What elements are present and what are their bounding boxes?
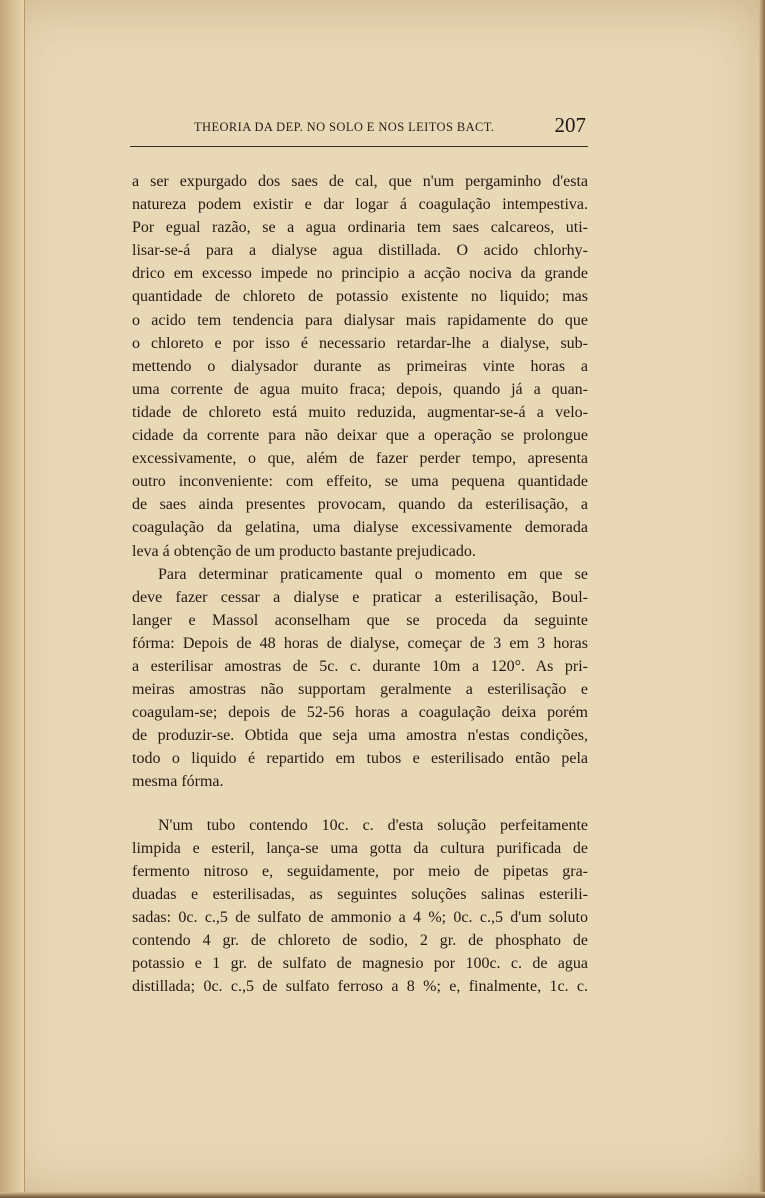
- text-line: limpida e esteril, lança-se uma gotta da cultura purificada de: [132, 839, 588, 857]
- text-line: lisar-se-á para a dialyse agua distillada. O acido chlorhy-: [132, 242, 588, 260]
- text-line: leva á obtenção de um producto bastante prejudicado.: [132, 542, 476, 560]
- text-line: natureza podem existir e dar logar á coagulação intempestiva.: [132, 196, 588, 214]
- page-header: [130, 110, 588, 147]
- page-edge-bottom: [0, 1192, 765, 1198]
- text-line: drico em excesso impede no principio a acção nociva da grande: [132, 265, 588, 283]
- text-line: deve fazer cessar a dialyse e praticar a esterilisação, Boul-: [132, 588, 588, 606]
- text-line: Para determinar praticamente qual o momento em que se: [158, 565, 588, 583]
- text-line: fermento nitroso e, seguidamente, por meio de pipetas gra-: [132, 862, 588, 880]
- page-number: 207: [554, 113, 586, 137]
- paragraph: [132, 814, 588, 999]
- text-line: a ser expurgado dos saes de cal, que n'um pergaminho d'esta: [132, 173, 588, 190]
- text-line: tidade de chloreto está muito reduzida, augmentar-se-á a velo-: [132, 403, 588, 421]
- paragraph: [132, 563, 588, 794]
- text-line: o acido tem tendencia para dialysar mais rapidamente do que: [132, 311, 588, 329]
- text-line: o chloreto e por isso é necessario retardar-lhe a dialyse, sub-: [132, 334, 588, 352]
- paragraph: [132, 170, 588, 563]
- text-line: sadas: 0c. c.,5 de sulfato de ammonio a 4 %; 0c. c.,5 d'um soluto: [132, 908, 588, 926]
- text-line: todo o liquido é repartido em tubos e esterilisado então pela: [132, 750, 588, 768]
- text-line: Por egual razão, se a agua ordinaria tem saes calcareos, uti-: [132, 219, 588, 237]
- text-line: duadas e esterilisadas, as seguintes soluções salinas esterili-: [132, 885, 588, 903]
- text-line: cidade da corrente para não deixar que a operação se prolongue: [132, 427, 588, 445]
- text-line: coagulação da gelatina, uma dialyse excessivamente demorada: [132, 519, 588, 537]
- text-line: distillada; 0c. c.,5 de sulfato ferroso a 8 %; e, finalmente, 1c. c.: [132, 978, 588, 996]
- body-text: [132, 170, 588, 998]
- text-line: potassio e 1 gr. de sulfato de magnesio por 100c. c. de agua: [132, 955, 588, 973]
- text-line: mettendo o dialysador durante as primeiras vinte horas a: [132, 357, 588, 375]
- text-line: fórma: Depois de 48 horas de dialyse, começar de 3 em 3 horas: [132, 634, 588, 652]
- text-line: contendo 4 gr. de chloreto de sodio, 2 gr. de phosphato de: [132, 932, 588, 949]
- text-line: uma corrente de agua muito fraca; depois, quando já a quan-: [132, 380, 588, 398]
- text-line: outro inconveniente: com effeito, se uma pequena quantidade: [132, 473, 588, 491]
- running-head: THEORIA DA DEP. NO SOLO E NOS LEITOS BACT.: [194, 120, 495, 134]
- text-line: mesma fórma.: [132, 773, 224, 791]
- text-line: meiras amostras não supportam geralmente a esterilisação e: [132, 681, 588, 699]
- page-gutter: [0, 0, 25, 1198]
- text-line: coagulam-se; depois de 52-56 horas a coagulação deixa porém: [132, 704, 588, 722]
- text-line: a esterilisar amostras de 5c. c. durante 10m a 120°. As pri-: [132, 657, 588, 675]
- text-line: langer e Massol aconselham que se proceda da seguinte: [132, 611, 588, 629]
- text-line: N'um tubo contendo 10c. c. d'esta solução perfeitamente: [158, 816, 588, 834]
- text-line: de produzir-se. Obtida que seja uma amostra n'estas condições,: [132, 727, 588, 745]
- text-line: excessivamente, o que, além de fazer perder tempo, apresenta: [132, 450, 588, 468]
- paragraph-spacer: [132, 794, 588, 814]
- text-line: quantidade de chloreto de potassio existente no liquido; mas: [132, 288, 588, 306]
- page-edge-right: [759, 0, 765, 1198]
- text-line: de saes ainda presentes provocam, quando da esterilisação, a: [132, 496, 588, 514]
